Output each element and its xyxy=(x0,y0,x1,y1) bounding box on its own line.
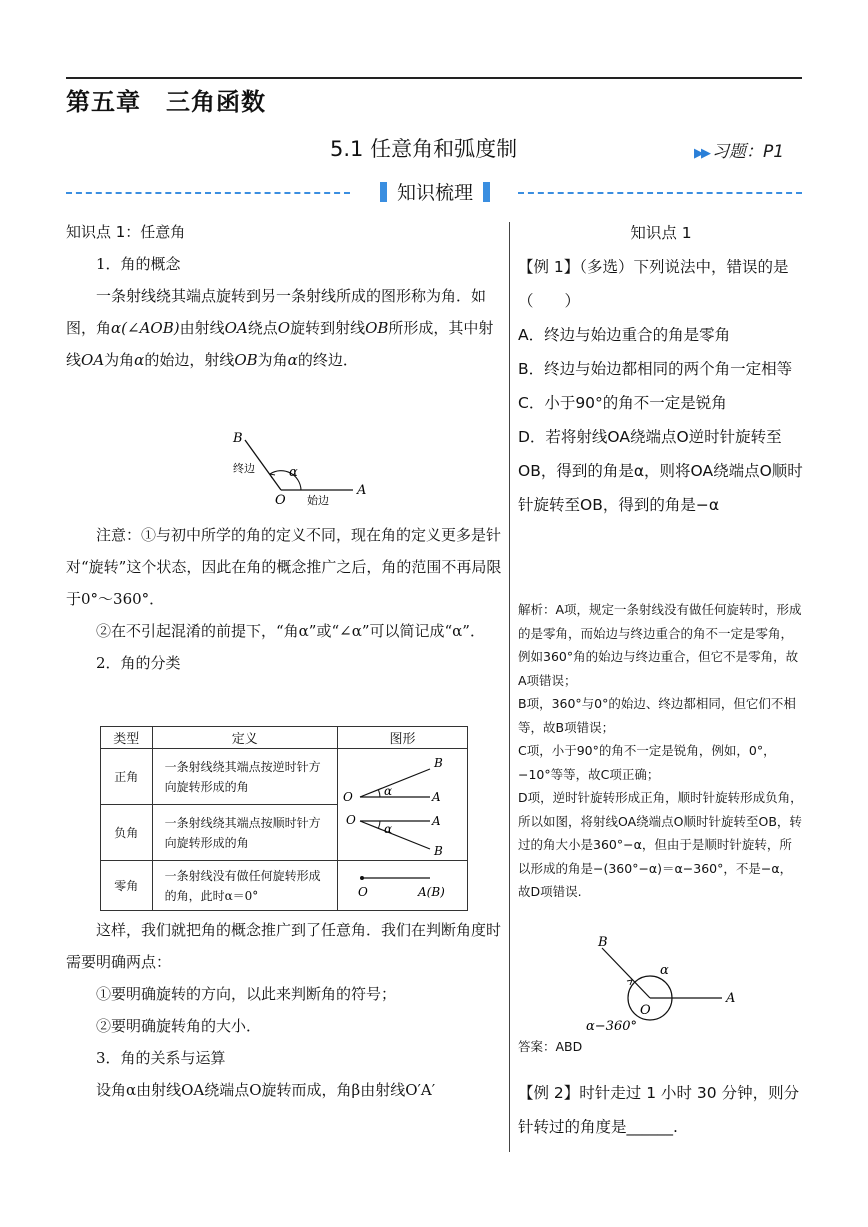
label-initial: 始边 xyxy=(307,494,329,507)
example-2 xyxy=(518,1076,804,1144)
row-negative-type: 负角 xyxy=(101,805,153,861)
chapter-title: 第五章 三角函数 xyxy=(66,88,266,116)
label-B: B xyxy=(233,431,243,446)
example-1 xyxy=(518,216,804,522)
option-c: C．小于90°的角不一定是锐角 xyxy=(518,394,727,412)
left-column-top xyxy=(66,216,502,376)
column-divider xyxy=(509,222,510,1152)
svg-text:B: B xyxy=(433,844,443,857)
banner xyxy=(365,178,505,205)
label-O: O xyxy=(275,493,286,508)
left-column-notes xyxy=(66,519,502,679)
banner-bar-left xyxy=(380,182,387,202)
heading-concept: 1．角的概念 xyxy=(96,255,181,273)
label-A: A xyxy=(357,483,367,498)
table-fig-cell xyxy=(337,749,467,861)
angle-figure xyxy=(225,428,375,508)
negative-angle-figure xyxy=(580,934,750,1034)
row-negative-def: 一条射线绕其端点按顺时针方向旋转形成的角 xyxy=(152,805,337,861)
row-positive-def: 一条射线绕其端点按逆时针方向旋转形成的角 xyxy=(152,749,337,805)
relations-paragraph: 设角α由射线OA绕端点O旋转而成，角β由射线O′A′ xyxy=(96,1081,436,1099)
answer xyxy=(518,1035,804,1059)
svg-text:B: B xyxy=(433,756,443,770)
point-2: ②要明确旋转角的大小． xyxy=(96,1017,262,1035)
table-header-def: 定义 xyxy=(152,727,337,749)
svg-text:O: O xyxy=(357,885,368,899)
section-title: 5.1 任意角和弧度制 xyxy=(330,137,518,161)
analysis-b: B项，360°与0°的始边、终边都相同，但它们不相等，故B项错误； xyxy=(518,696,796,735)
option-d: D．若将射线OA绕端点O逆时针旋转至OB，得到的角是α，则将OA绕端点O顺时针旋转至OB，得到的角是−α xyxy=(518,428,803,514)
zero-figure-cell xyxy=(337,861,467,911)
fig2-label-B: B xyxy=(598,935,608,950)
heading-classification: 2．角的分类 xyxy=(96,654,181,672)
heading-relations: 3．角的关系与运算 xyxy=(96,1049,226,1067)
option-a: A．终边与始边重合的角是零角 xyxy=(518,326,731,344)
rotation-arrow-icon xyxy=(627,980,632,985)
banner-dash-right xyxy=(518,192,802,194)
svg-text:α: α xyxy=(383,784,393,798)
analysis-c: C项，小于90°的角不一定是锐角，例如，0°，−10°等等，故C项正确； xyxy=(518,743,776,782)
row-positive-type: 正角 xyxy=(101,749,153,805)
banner-dash-left xyxy=(66,192,350,194)
banner-bar-right xyxy=(483,182,490,202)
svg-text:A: A xyxy=(431,790,441,804)
fig2-label-alpha: α xyxy=(660,963,669,978)
svg-text:A: A xyxy=(431,814,441,828)
exercise-link[interactable] xyxy=(694,137,784,162)
row-zero-type: 零角 xyxy=(101,861,153,911)
analysis-a: 解析：A项，规定一条射线没有做任何旋转时，形成的是零角，而始边与终边重合的角不一定是零角，例如360°角的始边与终边重合，但它不是零角，故A项错误； xyxy=(518,602,802,688)
fig2-label-A: A xyxy=(726,991,736,1006)
fig2-label-neg: α−360° xyxy=(586,1019,637,1034)
table-header-fig: 图形 xyxy=(337,727,467,749)
option-b: B．终边与始边都相同的两个角一定相等 xyxy=(518,360,793,378)
double-arrow-icon: ▶▶ xyxy=(694,146,708,161)
label-alpha: α xyxy=(289,465,298,480)
note-1: 注意：①与初中所学的角的定义不同，现在角的定义更多是针对“旋转”这个状态，因此在角的概念推广之后，角的范围不再局限于0°～360°． xyxy=(66,526,502,608)
angle-type-table xyxy=(100,726,468,911)
label-terminal: 终边 xyxy=(233,462,255,475)
exercise-link-label: 习题：P1 xyxy=(712,142,785,162)
svg-text:O: O xyxy=(342,790,353,804)
analysis-d: D项，逆时针旋转形成正角，顺时针旋转形成负角，所以如图，将射线OA绕端点O顺时针旋转至OB，转过的角大小是360°−α，但由于是顺时针旋转，所以形成的角是−(360°−α)＝α−360°，不是−α，故D项错误. xyxy=(518,790,803,899)
point-1: ①要明确旋转的方向，以此来判断角的符号； xyxy=(96,985,397,1003)
ray-OB xyxy=(602,948,650,998)
svg-text:α: α xyxy=(383,822,393,836)
svg-text:O: O xyxy=(345,813,356,827)
kp1-title: 知识点 1：任意角 xyxy=(66,223,186,241)
positive-negative-figure xyxy=(338,749,467,857)
row-zero-def: 一条射线没有做任何旋转形成的角，此时α＝0° xyxy=(152,861,337,911)
zero-angle-figure xyxy=(338,864,467,904)
left-column-bottom xyxy=(66,914,502,1106)
banner-label: 知识梳理 xyxy=(396,182,473,204)
kp-title-right: 知识点 1 xyxy=(630,224,692,242)
analysis xyxy=(518,598,804,904)
extension-paragraph: 这样，我们就把角的概念推广到了任意角．我们在判断角度时需要明确两点： xyxy=(66,921,502,971)
concept-paragraph: 一条射线绕其端点旋转到另一条射线所成的图形称为角．如图，角α(∠AOB)由射线OA绕点O旋转到射线OB所形成，其中射线OA为角α的始边，射线OB为角α的终边． xyxy=(66,287,494,369)
table-header-type: 类型 xyxy=(101,727,153,749)
ex2-stem: 【例 2】时针走过 1 小时 30 分钟，则分针转过的角度是______. xyxy=(518,1084,800,1136)
top-rule xyxy=(66,77,802,79)
fig2-label-O: O xyxy=(640,1003,651,1018)
ex1-stem: 【例 1】（多选）下列说法中，错误的是（ ） xyxy=(518,258,789,310)
note-2: ②在不引起混淆的前提下，“角α”或“∠α”可以简记成“α”． xyxy=(96,622,485,640)
svg-text:A(B): A(B) xyxy=(417,885,445,899)
answer-text: 答案：ABD xyxy=(518,1039,583,1054)
